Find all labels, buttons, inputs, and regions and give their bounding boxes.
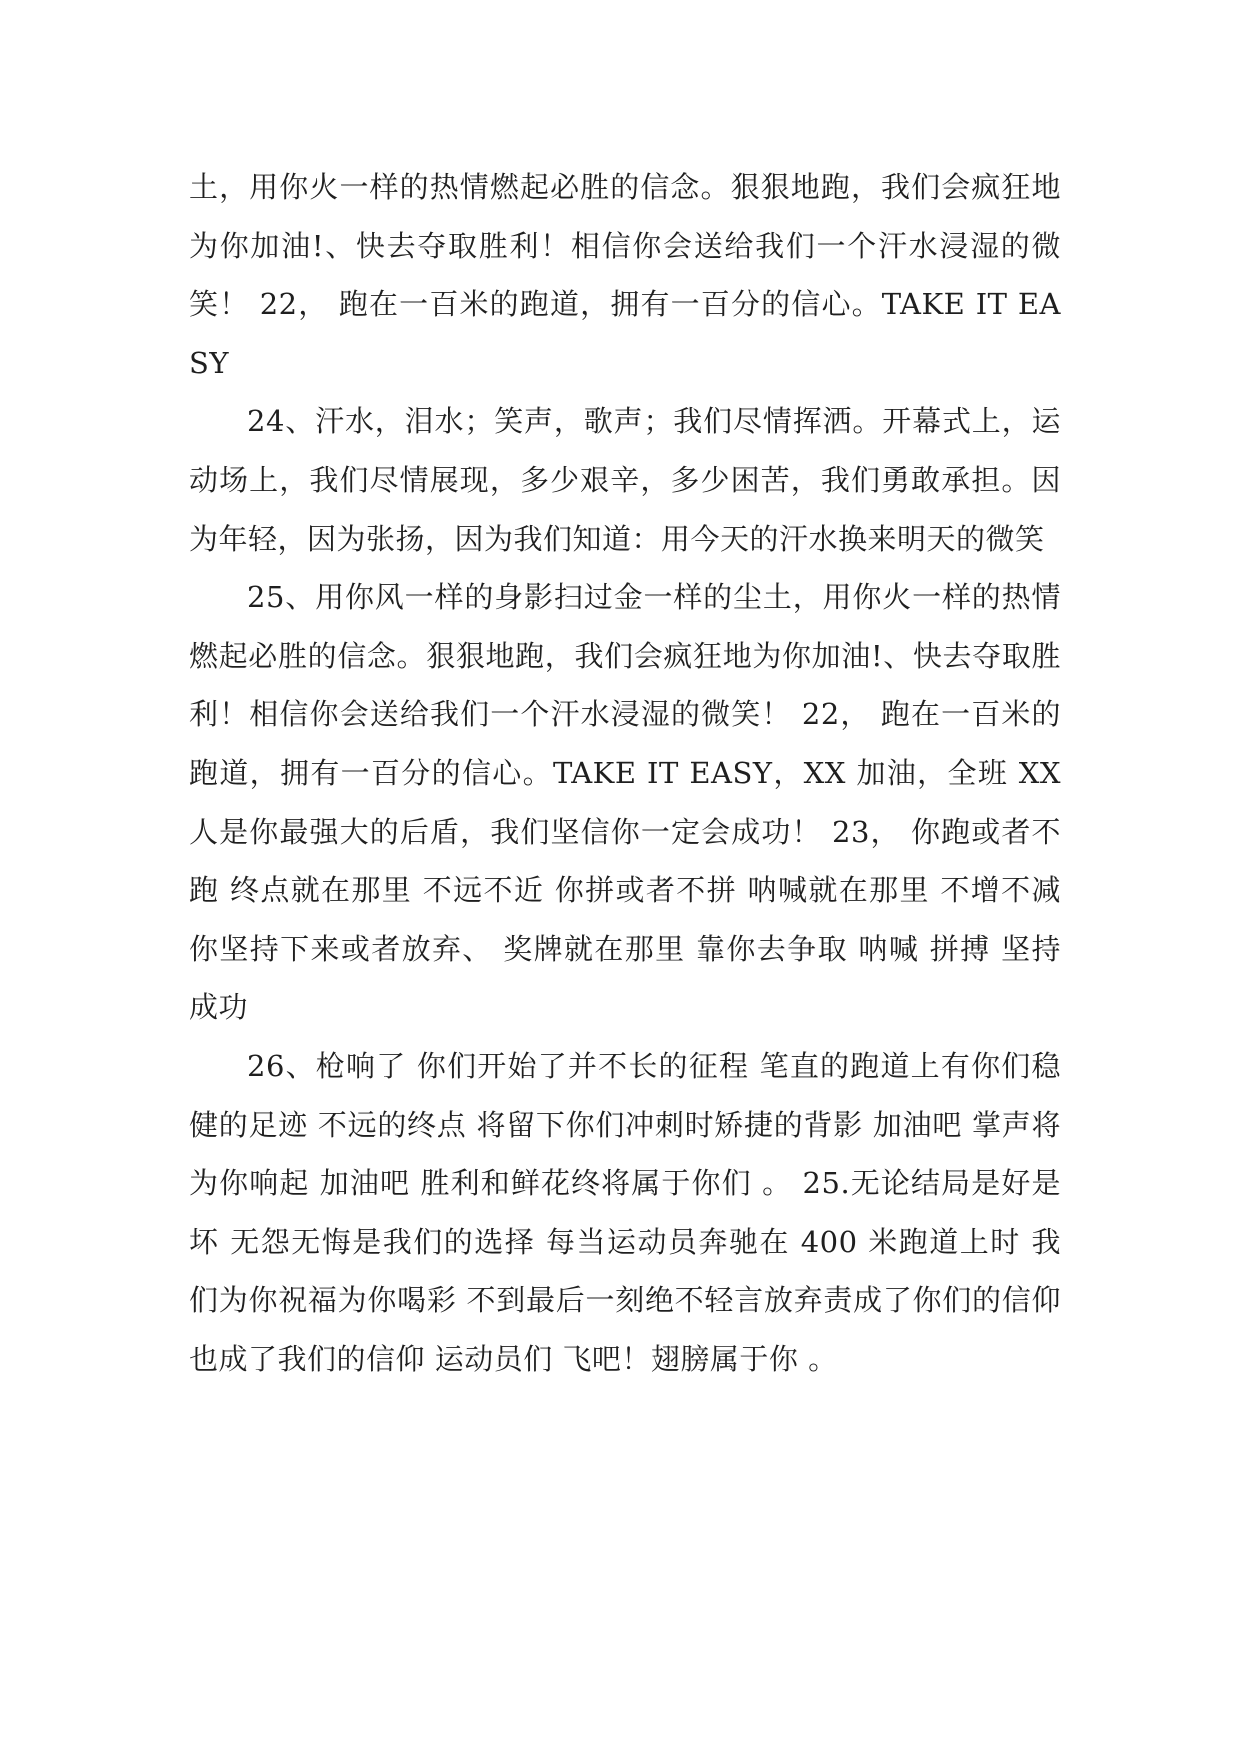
paragraph-25: 25、用你风一样的身影扫过金一样的尘土，用你火一样的热情燃起必胜的信念。狠狠地跑，我们会疯狂地为你加油!、快去夺取胜利！相信你会送给我们一个汗水浸湿的微笑！ 22， 跑在一百米的跑道，拥有一百分的信心。TAKE IT EASY，XX 加油，全班 XX 人是你最强大的后盾，我们坚信你一定会成功！ 23， 你跑或者不跑 终点就在那里 不远不近 你拼或者不拼 呐喊就在那里 不增不减 你坚持下来或者放弃、 奖牌就在那里 靠你去争取 呐喊 拼搏 坚持 成功 [189, 580, 1071, 1025]
paragraph-24: 24、汗水，泪水；笑声，歌声；我们尽情挥洒。开幕式上，运动场上，我们尽情展现，多少艰辛，多少困苦，我们勇敢承担。因为年轻，因为张扬，因为我们知道：用今天的汗水换来明天的微笑 [189, 404, 1061, 556]
paragraph-continuation: 土，用你火一样的热情燃起必胜的信念。狠狠地跑，我们会疯狂地为你加油!、快去夺取胜利！相信你会送给我们一个汗水浸湿的微笑！ 22， 跑在一百米的跑道，拥有一百分的信心。TAKE IT EASY [189, 170, 1061, 380]
paragraph-26: 26、枪响了 你们开始了并不长的征程 笔直的跑道上有你们稳健的足迹 不远的终点 将留下你们冲刺时矫捷的背影 加油吧 掌声将为你响起 加油吧 胜利和鲜花终将属于你们 。 25.无论结局是好是坏 无怨无悔是我们的选择 每当运动员奔驰在 400 米跑道上时 我们为你祝福为你喝彩 不到最后一刻绝不轻言放弃责成了你们的信仰 也成了我们的信仰 运动员们 飞吧！翅膀属于你 。 [189, 1048, 1071, 1376]
document-body [189, 158, 1071, 1388]
